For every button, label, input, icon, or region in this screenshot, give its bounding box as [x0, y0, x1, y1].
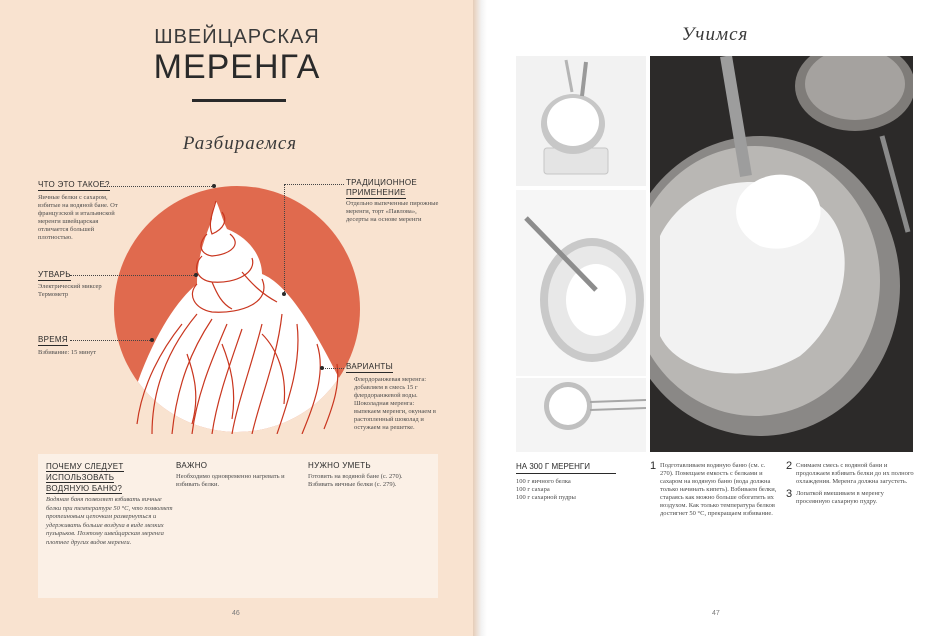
- why-water-bath-label: [46, 461, 126, 494]
- time-label: ВРЕМЯ: [38, 335, 68, 344]
- why-water-bath-text: Водяная баня позволяет взбивать яичные белки при температуре 50 °C, что позволяет протеиновым цепочкам развернуться и удерживать больше воздуха в виде мелких пузырьков. Поэтому швейцарская меренга плотнее других видов меренги.: [46, 496, 173, 546]
- traditional-leader-line: [284, 184, 344, 185]
- tools-leader-line: [70, 275, 196, 276]
- page-number-left: 46: [232, 610, 240, 617]
- important-label: ВАЖНО: [176, 461, 208, 470]
- book-gutter: [473, 0, 487, 636]
- step-1-number: 1: [650, 460, 657, 472]
- why-label-line2: ИСПОЛЬЗОВАТЬ: [46, 473, 115, 482]
- time-leader-dot: [150, 338, 154, 342]
- traditional-use-label-line1: ТРАДИЦИОННОЕ: [346, 178, 418, 187]
- what-leader-dot: [212, 184, 216, 188]
- title-line-2: МЕРЕНГА: [153, 48, 321, 86]
- variants-text: Флердоранжевая меренга: добавляем в смесь 15 г флердоранжевой воды. Шоколадная меренга: выпекаем меренги, окунаем в растопленный шоколад и остужаем на решетке.: [354, 376, 436, 431]
- section-title-learn: Учимся: [681, 24, 749, 45]
- skills-text-2: Взбивать яичные белки (с. 279).: [308, 481, 397, 488]
- why-label-line3: ВОДЯНУЮ БАНЮ?: [46, 484, 123, 493]
- variants-leader-line: [322, 368, 344, 369]
- photo-meringue-bowl-large-art: [650, 56, 913, 452]
- tools-label: УТВАРЬ: [38, 270, 71, 279]
- step-3-number: 3: [786, 488, 793, 500]
- step-2-text: Снимаем смесь с водяной бани и продолжаем взбивать белки до их полного охлаждения. Меренга должна загустеть.: [796, 462, 914, 485]
- skills-label: НУЖНО УМЕТЬ: [308, 461, 371, 470]
- important-text: Необходимо одновременно нагревать и взбивать белки.: [176, 473, 285, 488]
- step-2-number: 2: [786, 460, 793, 472]
- tools-text: Электрический миксер Термометр: [38, 283, 102, 298]
- photo-bowl-on-bath-art: [516, 56, 646, 186]
- traditional-leader-dot: [282, 292, 286, 296]
- photo-meringue-bowl-large: [650, 56, 913, 452]
- photo-whisked-meringue-art: [516, 190, 646, 376]
- variants-leader-dot: [320, 366, 324, 370]
- photo-sieved-sugar-art: [516, 378, 646, 452]
- ingredient-egg-white: 100 г яичного белка: [516, 478, 571, 485]
- traditional-use-label: [346, 178, 417, 199]
- skills-text-1: Готовить на водяной бане (с. 270).: [308, 473, 403, 480]
- title-underline: [192, 99, 286, 102]
- step-3-text: Лопаткой вмешиваем в меренгу просеянную сахарную пудру.: [796, 490, 884, 505]
- section-title-analysis: Разбираемся: [182, 133, 298, 154]
- meringue-illustration: [112, 184, 362, 434]
- photo-whisked-meringue: [516, 190, 646, 376]
- time-leader-line: [70, 340, 152, 341]
- traditional-leader-vertical: [284, 184, 285, 294]
- title-line-1: ШВЕЙЦАРСКАЯ: [154, 26, 320, 48]
- what-leader-line: [104, 186, 214, 187]
- page-number-right: 47: [712, 610, 720, 617]
- time-text: Взбивание: 15 минут: [38, 349, 97, 356]
- traditional-use-text: Отдельно выпеченные пирожные меренги, торт «Павлова», десерты на основе меренги: [346, 200, 439, 223]
- why-label-line1: ПОЧЕМУ СЛЕДУЕТ: [46, 462, 124, 471]
- recipe-yield-label: НА 300 Г МЕРЕНГИ: [516, 462, 616, 474]
- photo-bowl-on-bath: [516, 56, 646, 186]
- step-1-text: Подготавливаем водяную баню (см. с. 270). Помещаем емкость с белками и сахаром на водяную баню (вода должна только начинать кипеть). Взбиваем белки, стараясь как можно больше обогатить их воздухом. Как только температура белков достигнет 50 °C, прекращаем взбивание.: [660, 462, 777, 517]
- ingredient-powdered-sugar: 100 г сахарной пудры: [516, 494, 576, 501]
- ingredient-sugar: 100 г сахара: [516, 486, 550, 493]
- what-is-it-label: ЧТО ЭТО ТАКОЕ?: [38, 180, 110, 189]
- photo-sieved-sugar: [516, 378, 646, 452]
- variants-label: ВАРИАНТЫ: [346, 362, 393, 371]
- tools-leader-dot: [194, 273, 198, 277]
- what-is-it-text: Яичные белки с сахаром, взбитые на водяной бане. От французской и итальянской меренги швейцарская отличается большей плотностью.: [38, 194, 118, 241]
- traditional-use-label-line2: ПРИМЕНЕНИЕ: [346, 188, 406, 197]
